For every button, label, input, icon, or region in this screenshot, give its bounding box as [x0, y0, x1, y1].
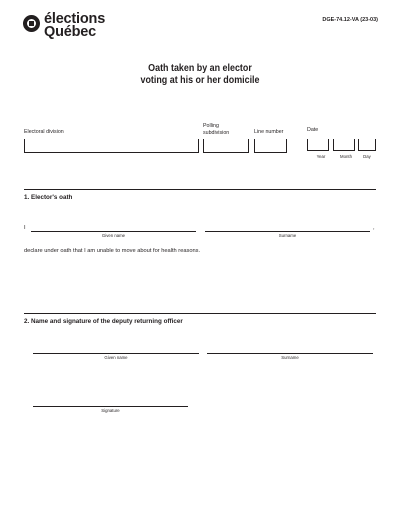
year-label: Year	[316, 154, 326, 159]
officer-surname-line[interactable]	[207, 353, 373, 354]
document-title	[30, 62, 370, 86]
month-label: Month	[340, 154, 352, 159]
oath-declaration: declare under oath that I am unable to move about for health reasons.	[24, 248, 201, 254]
polling-subdivision-label-line2: subdivision	[203, 129, 230, 136]
oath-pronoun: I	[24, 225, 26, 231]
section2-title: 2. Name and signature of the deputy returning officer	[24, 318, 183, 325]
polling-subdivision-label-line1: Polling	[203, 123, 219, 129]
elector-surname-label: Surname	[278, 233, 297, 238]
electoral-division-label: Electoral division	[24, 129, 64, 135]
electoral-division-field[interactable]	[24, 139, 199, 153]
elections-quebec-logo	[23, 13, 105, 39]
section2-rule	[24, 313, 376, 314]
section1-title: 1. Elector's oath	[24, 194, 73, 201]
officer-surname-label: Surname	[281, 355, 299, 360]
polling-subdivision-label	[203, 123, 229, 136]
logo-line1: élections	[44, 11, 106, 27]
line-number-field[interactable]	[254, 139, 287, 153]
title-line2: voting at his or her domicile	[140, 74, 260, 86]
date-day-field[interactable]	[358, 139, 376, 151]
officer-signature-line[interactable]	[33, 406, 188, 407]
date-year-field[interactable]	[307, 139, 329, 151]
elections-quebec-logo-mark-icon	[23, 15, 40, 32]
oath-comma: ,	[373, 225, 375, 231]
title-line1: Oath taken by an elector	[148, 62, 252, 74]
date-label: Date	[307, 127, 319, 133]
date-month-field[interactable]	[333, 139, 355, 151]
officer-given-name-label: Given name	[104, 355, 128, 360]
officer-signature-label: Signature	[101, 408, 120, 413]
officer-given-name-line[interactable]	[33, 353, 199, 354]
polling-subdivision-field[interactable]	[203, 139, 249, 153]
section1-rule	[24, 189, 376, 190]
form-code: DGE-74.12-VA (23-03)	[322, 17, 378, 23]
elector-given-name-line[interactable]	[31, 231, 196, 232]
logo-wordmark	[44, 13, 105, 39]
elector-given-name-label: Given name	[101, 233, 126, 238]
line-number-label: Line number	[254, 129, 284, 135]
elector-surname-line[interactable]	[205, 231, 370, 232]
logo-line2: Québec	[44, 24, 96, 40]
day-label: Day	[363, 154, 371, 159]
